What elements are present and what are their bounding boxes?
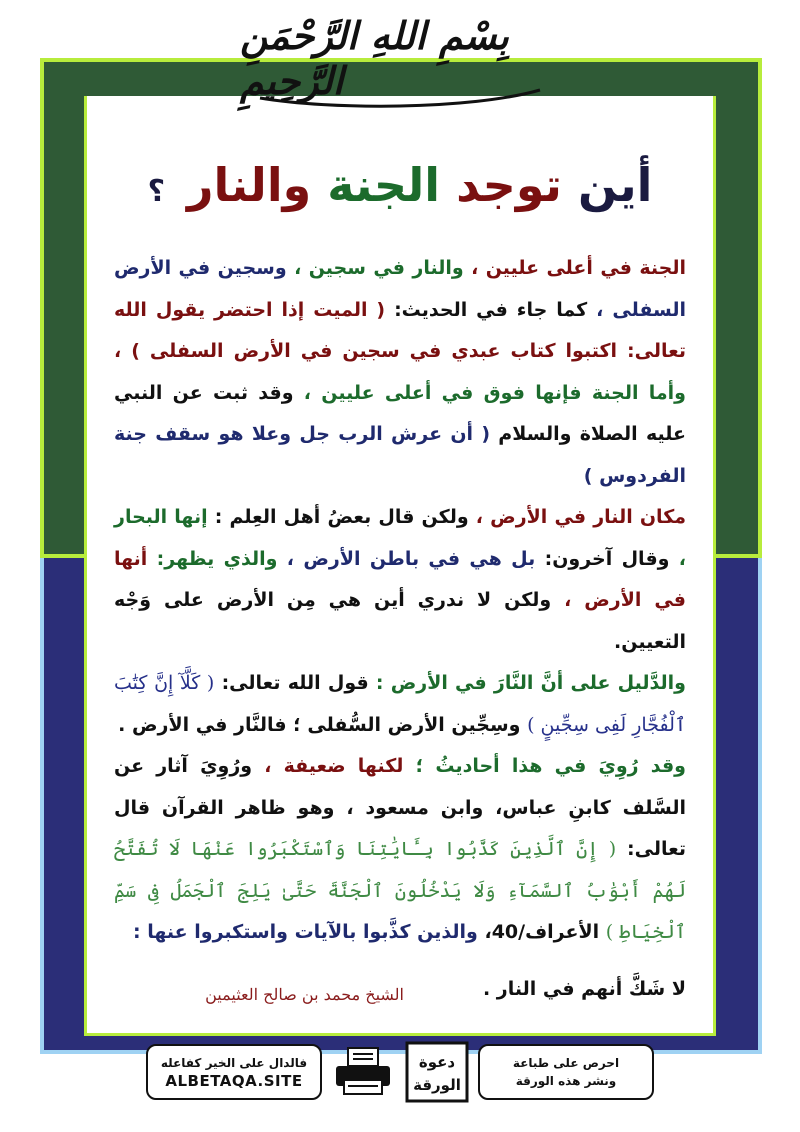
closing-statement: لا شَكَّ أنهم في النار . [482,978,686,1000]
paragraph-evidence [114,663,686,746]
text-segment: والذين كذَّبوا بالآيات واستكبروا عنها : [133,921,478,943]
logo-word-paper: الورقة [413,1076,461,1094]
quran-verse: ( إِنَّ ٱلَّذِينَ كَذَّبُوا بِـَٔايَٰتِنَا وَٱسْتَكْبَرُوا عَنْهَا لَا تُفَتَّحُ لَهُمْ أَبْوَٰبُ ٱلسَّمَآءِ وَلَا يَدْخُلُونَ ٱلْجَنَّةَ حَتَّىٰ يَلِجَ ٱلْجَمَلُ فِى سَمِّ ٱلْخِيَاطِ ) [114,838,686,943]
logo-word-dawah: دعوة [418,1053,456,1071]
footer-print-line-2: ونشر هذه الورقة [515,1074,617,1088]
text-segment: أنها في الأرض ، [114,547,686,611]
hadith-quote: ( الميت إذا احتضر يقول الله تعالى: اكتبوا كتاب عبدي في سجين في الأرض السفلى ) ، [114,298,686,362]
text-segment: ورُوِيَ آثار عن السَّلف كابنِ عباس، وابن مسعود ، وهو ظاهر القرآن قال تعالى: [114,755,686,860]
basmala-swash-ornament [250,80,550,110]
text-segment: بل هي في باطن الأرض ، [286,547,536,570]
title-word-paradise: الجنة [327,158,441,212]
text-segment: قول الله تعالى: [221,672,369,694]
footer [0,1036,800,1126]
quran-verse: ( كَلَّآ إِنَّ كِتَٰبَ ٱلْفُجَّارِ لَفِى سِجِّينٍ ) [114,672,686,736]
text-segment: إنها البحار ، [114,506,687,570]
article-body [114,248,686,954]
text-segment: الجنة في أعلى عليين ، [471,257,687,279]
footer-site-link[interactable]: ALBETAQA.SITE [165,1072,303,1090]
footer-motto: فالدال على الخير كفاعله [160,1056,308,1070]
title-question-mark: ؟ [147,174,165,209]
hadith-quote: ( أن عرش الرب جل وعلا هو سقف جنة الفردوس ) [114,423,686,487]
footer-site-box [146,1044,322,1100]
dawah-logo [404,1040,470,1104]
text-segment: مكان النار في الأرض ، [475,506,687,528]
title-word-exist: توجد [456,158,562,212]
title-word-hellfire: والنار [187,158,312,212]
page-title [84,150,716,227]
text-segment: وسِجِّين الأرض السُّفلى ؛ فالنَّار في الأرض . [118,713,521,736]
text-segment: كما جاء في الحديث: [394,298,588,321]
printer-icon [330,1044,396,1100]
text-segment: والنار في سجين ، [294,257,464,279]
text-segment: وسجين في الأرض السفلى ، [114,257,686,321]
paragraph-narrations [114,746,686,954]
text-segment: والذي يظهر: [156,547,278,570]
text-segment: وقال آخرون: [544,547,670,570]
text-segment: ولكن قال بعضُ أهل العِلم : [214,506,469,528]
text-segment: ولكن لا ندري أين هي مِن الأرض على وَجْه التعيين. [114,589,686,653]
text-segment: وقد رُوِيَ في هذا أحاديثُ ؛ [415,755,686,777]
text-segment: وأما الجنة فإنها فوق في أعلى عليين ، [303,381,686,404]
text-segment: والدَّليل على أنَّ النَّارَ في الأرض : [375,672,686,694]
footer-print-line-1: احرص على طباعة [512,1056,620,1070]
surah-reference: الأعراف/40، [484,921,600,943]
author-signature: الشيخ محمد بن صالح العثيمين [205,985,404,1004]
paragraph-fire-place [114,497,686,663]
paragraph-location [114,248,686,497]
title-word-where: أين [577,158,653,212]
basmala-text: بِسْمِ اللهِ الرَّحْمَنِ الرَّحِيمِ [240,13,509,103]
text-segment: وقد ثبت عن النبي عليه الصلاة والسلام [114,381,686,445]
text-segment: لكنها ضعيفة ، [264,755,404,777]
footer-print-box [478,1044,654,1100]
